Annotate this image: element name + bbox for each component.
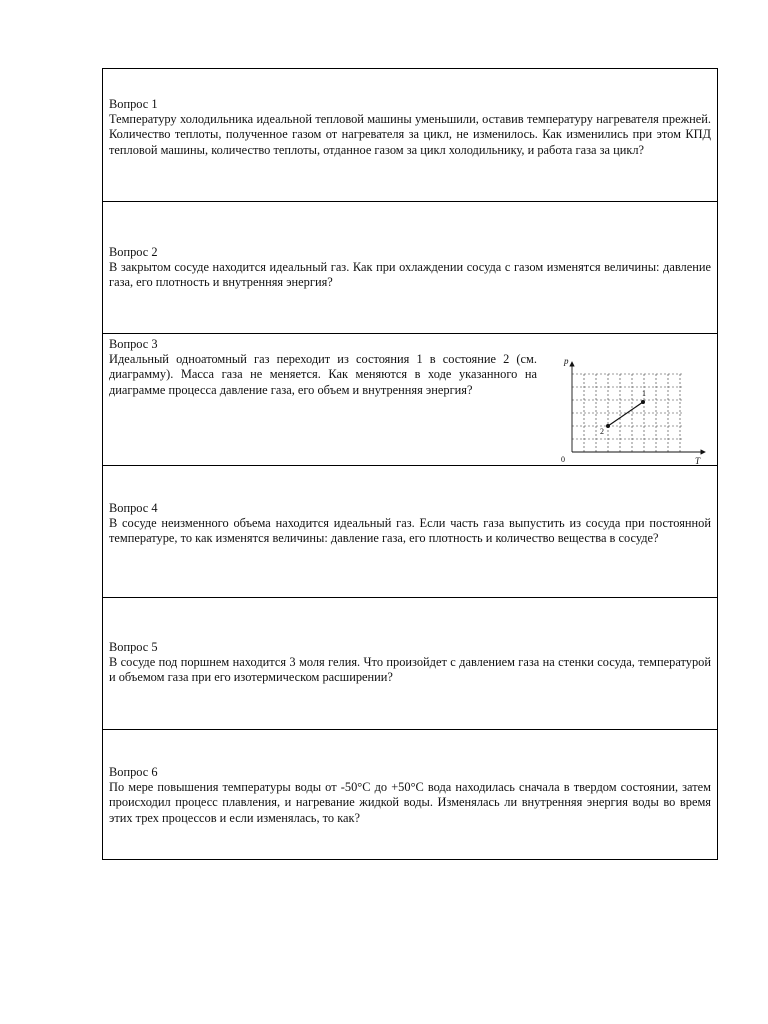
question-cell-4: [103, 466, 717, 598]
pt-diagram: [553, 344, 713, 464]
question-cell-1: [103, 69, 717, 202]
point-2-label: 2: [600, 427, 604, 436]
question-cell-3: [103, 334, 717, 466]
question-text-2: В закрытом сосуде находится идеальный газ. Как при охлаждении сосуда с газом изменятся величины: давление газа, его плотность и внутренняя энергия?: [109, 260, 711, 290]
question-text-6: По мере повышения температуры воды от -50°С до +50°С вода находилась сначала в твердом состоянии, затем происходил процесс плавления, и нагревание жидкой воды. Изменялась ли внутренняя энергия воды во время этих трех процессов и если изменялась, то как?: [109, 780, 711, 825]
question-title-5: Вопрос 5: [109, 640, 158, 654]
process-line: [608, 402, 643, 426]
question-text-1: Температуру холодильника идеальной тепловой машины уменьшили, оставив температуру нагревателя прежней. Количество теплоты, полученное газом от нагревателя за цикл, не изменилось. Как изменились при этом КПД тепловой машины, количество теплоты, отданное газом за цикл холодильнику, и работа газа за цикл?: [109, 112, 711, 157]
question-text-3: Идеальный одноатомный газ переходит из состояния 1 в состояние 2 (см. диаграмму). Масса газа не меняется. Как меняются в ходе указанного на диаграмме процесса давление газа, его объем и внутренняя энергия?: [109, 352, 537, 397]
point-1-label: 1: [642, 389, 646, 398]
question-title-1: Вопрос 1: [109, 97, 158, 111]
questions-table: [102, 68, 718, 860]
question-title-6: Вопрос 6: [109, 765, 158, 779]
origin-label: 0: [561, 455, 565, 464]
question-text-4: В сосуде неизменного объема находится идеальный газ. Если часть газа выпустить из сосуда при постоянной температуре, то как изменятся величины: давление газа, его плотность и количество вещества в сосуде?: [109, 516, 711, 546]
question-title-2: Вопрос 2: [109, 245, 158, 259]
question-title-3: Вопрос 3: [109, 337, 158, 351]
question-cell-2: [103, 202, 717, 334]
question-title-4: Вопрос 4: [109, 501, 158, 515]
question-cell-5: [103, 598, 717, 730]
question-cell-6: [103, 730, 717, 861]
point-1: [641, 400, 645, 404]
question-text-5: В сосуде под поршнем находится 3 моля гелия. Что произойдет с давлением газа на стенки сосуда, температурой и объемом газа при его изотермическом расширении?: [109, 655, 711, 685]
point-2: [606, 424, 610, 428]
y-axis-label: p: [564, 356, 569, 366]
pt-diagram-svg: [553, 344, 713, 464]
x-axis-label: T: [695, 456, 701, 464]
